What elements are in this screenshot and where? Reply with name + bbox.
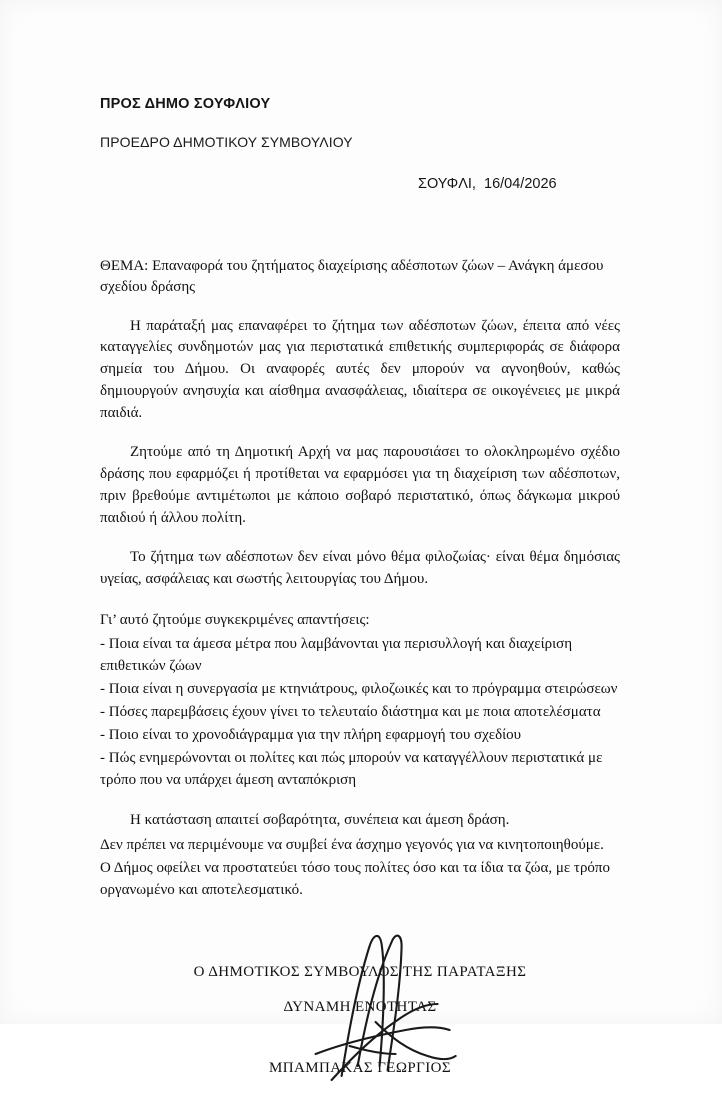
- signatory-party: ΔΥΝΑΜΗ ΕΝΟΤΗΤΑΣ: [283, 999, 437, 1016]
- place-and-date: ΣΟΥΦΛΙ, 16/04/2026: [418, 176, 557, 192]
- recipient-secondary: ΠΡΟΕΔΡΟ ΔΗΜΟΤΙΚΟΥ ΣΥΜΒΟΥΛΙΟΥ: [100, 134, 353, 150]
- subject-label: ΘΕΜΑ:: [100, 258, 149, 274]
- paragraph-1: Η παράταξή μας επαναφέρει το ζήτημα των αδέσποτων ζώων, έπειτα από νέες καταγγελίες συνδημοτών μας για περιστατικά επιθετικής συμπεριφοράς σε διάφορα σημεία του Δήμου. Οι αναφορές αυτές δεν μπορούν να αγνοηθούν, καθώς δημιουργούν ανησυχία και αίσθημα ανασφάλειας, ιδιαίτερα σε οικογένειες με μικρά παιδιά.: [100, 317, 620, 422]
- questions-intro: Γι’ αυτό ζητούμε συγκεκριμένες απαντήσεις:: [100, 612, 370, 629]
- list-item: - Ποια είναι τα άμεσα μέτρα που λαμβάνονται για περισυλλογή και διαχείριση επιθετικών ζώων: [100, 636, 573, 675]
- list-item: - Ποια είναι η συνεργασία με κτηνιάτρους, φιλοζωικές και το πρόγραμμα στειρώσεων: [100, 681, 618, 698]
- closing-block: [100, 810, 620, 903]
- document-body: [100, 96, 620, 1077]
- signatory-role: Ο ΔΗΜΟΤΙΚΟΣ ΣΥΜΒΟΥΛΟΣ ΤΗΣ ΠΑΡΑΤΑΞΗΣ: [193, 964, 527, 981]
- closing-line-2: Δεν πρέπει να περιμένουμε να συμβεί ένα άσχημο γεγονός για να κινητοποιηθούμε.: [100, 837, 604, 854]
- list-item: - Ποιο είναι το χρονοδιάγραμμα για την πλήρη εφαρμογή του σχεδίου: [100, 726, 522, 743]
- signature-block: [100, 964, 620, 1077]
- questions-list: [100, 634, 620, 791]
- paragraph-3: Το ζήτημα των αδέσποτων δεν είναι μόνο θέμα φιλοζωίας· είναι θέμα δημόσιας υγείας, ασφάλειας και σωστής λειτουργίας του Δήμου.: [100, 548, 620, 587]
- recipient-primary: ΠΡΟΣ ΔΗΜΟ ΣΟΥΦΛΙΟΥ: [100, 96, 271, 112]
- signatory-name: ΜΠΑΜΠΑΚΑΣ ΓΕΩΡΓΙΟΣ: [269, 1060, 451, 1077]
- closing-line-3: Ο Δήμος οφείλει να προστατεύει τόσο τους πολίτες όσο και τα ίδια τα ζώα, με τρόπο οργανωμένο και αποτελεσματικό.: [100, 860, 610, 899]
- paragraph-2: Ζητούμε από τη Δημοτική Αρχή να μας παρουσιάσει το ολοκληρωμένο σχέδιο δράσης που εφαρμόζει ή προτίθεται να εφαρμόσει για τη διαχείριση των αδέσποτων, πριν βρεθούμε αντιμέτωποι με κάποιο σοβαρό περιστατικό, όπως δάγκωμα μικρού παιδιού ή άλλου πολίτη.: [100, 444, 620, 526]
- list-item: - Πόσες παρεμβάσεις έχουν γίνει το τελευταίο διάστημα και με ποια αποτελέσματα: [100, 703, 601, 720]
- subject-line: [100, 256, 620, 299]
- list-item: - Πώς ενημερώνονται οι πολίτες και πώς μπορούν να καταγγέλλουν περιστατικά με τρόπο που να υπάρχει άμεση ανταπόκριση: [100, 749, 603, 788]
- closing-line-1: Η κατάσταση απαιτεί σοβαρότητα, συνέπεια και άμεση δράση.: [130, 811, 510, 828]
- addressee-block: [100, 96, 620, 192]
- subject-text: Επαναφορά του ζητήματος διαχείρισης αδέσποτων ζώων – Ανάγκη άμεσου σχεδίου δράσης: [100, 258, 604, 296]
